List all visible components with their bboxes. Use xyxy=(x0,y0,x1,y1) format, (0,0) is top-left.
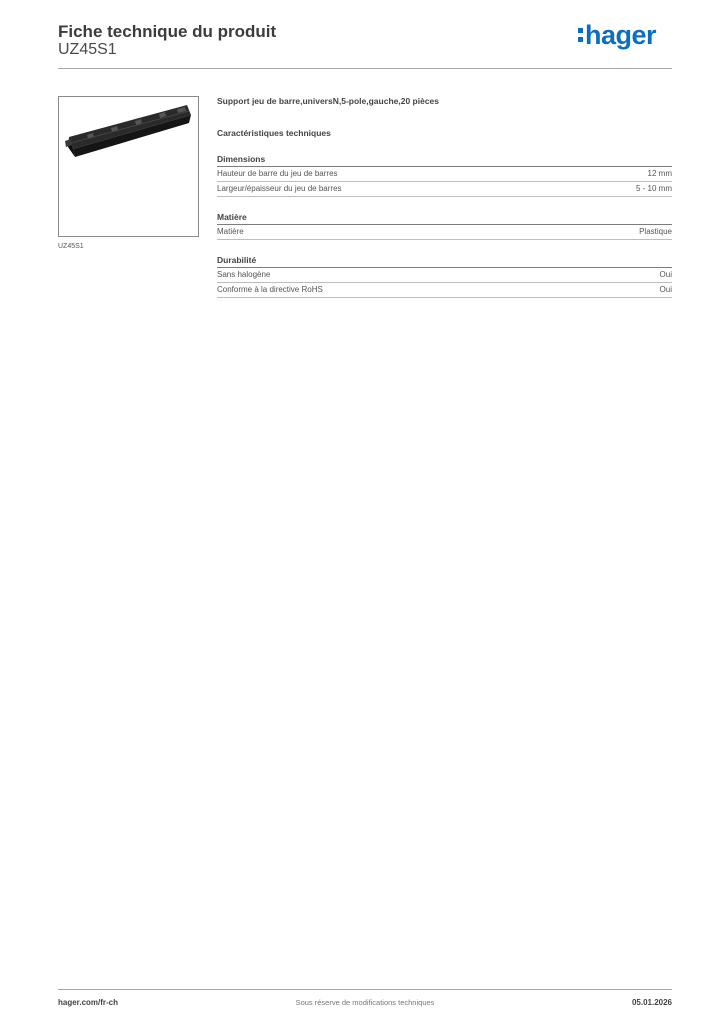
busbar-support-icon xyxy=(59,97,198,236)
group-title: Matière xyxy=(217,211,672,225)
logo-colon-icon xyxy=(578,20,583,50)
spec-value: Oui xyxy=(659,285,672,294)
spec-value: Plastique xyxy=(639,227,672,236)
specs-title: Caractéristiques techniques xyxy=(217,128,331,138)
group-title: Durabilité xyxy=(217,254,672,268)
footer-website: hager.com/fr-ch xyxy=(58,998,119,1007)
document-title: Fiche technique du produit xyxy=(58,22,277,41)
image-caption: UZ45S1 xyxy=(58,243,84,250)
footer-disclaimer: Sous réserve de modifications techniques xyxy=(295,998,435,1007)
spec-content xyxy=(217,94,672,298)
spec-value: 5 - 10 mm xyxy=(635,184,672,193)
group-title: Dimensions xyxy=(217,153,672,167)
spec-row xyxy=(217,283,672,298)
spec-group-dimensions xyxy=(217,153,672,197)
spec-label: Hauteur de barre du jeu de barres xyxy=(217,169,338,178)
spec-value: Oui xyxy=(659,270,672,279)
spec-label: Sans halogène xyxy=(217,270,271,279)
spec-value: 12 mm xyxy=(647,169,672,178)
spec-label: Matière xyxy=(217,227,244,236)
spec-group-material xyxy=(217,211,672,240)
spec-label: Largeur/épaisseur du jeu de barres xyxy=(217,184,342,193)
header-divider xyxy=(58,68,672,69)
product-code: UZ45S1 xyxy=(58,41,117,58)
product-image xyxy=(58,96,199,237)
footer-divider xyxy=(58,989,672,990)
spec-row xyxy=(217,268,672,283)
document-header xyxy=(58,20,672,69)
spec-row xyxy=(217,225,672,240)
spec-label: Conforme à la directive RoHS xyxy=(217,285,323,294)
hager-logo xyxy=(578,20,656,50)
spec-group-durability xyxy=(217,254,672,298)
product-description: Support jeu de barre,universN,5-pole,gauche,20 pièces xyxy=(217,96,440,106)
logo-text: hager xyxy=(584,20,656,50)
document-footer xyxy=(58,998,672,1010)
spec-row xyxy=(217,182,672,197)
footer-date: 05.01.2026 xyxy=(631,998,672,1007)
spec-row xyxy=(217,167,672,182)
